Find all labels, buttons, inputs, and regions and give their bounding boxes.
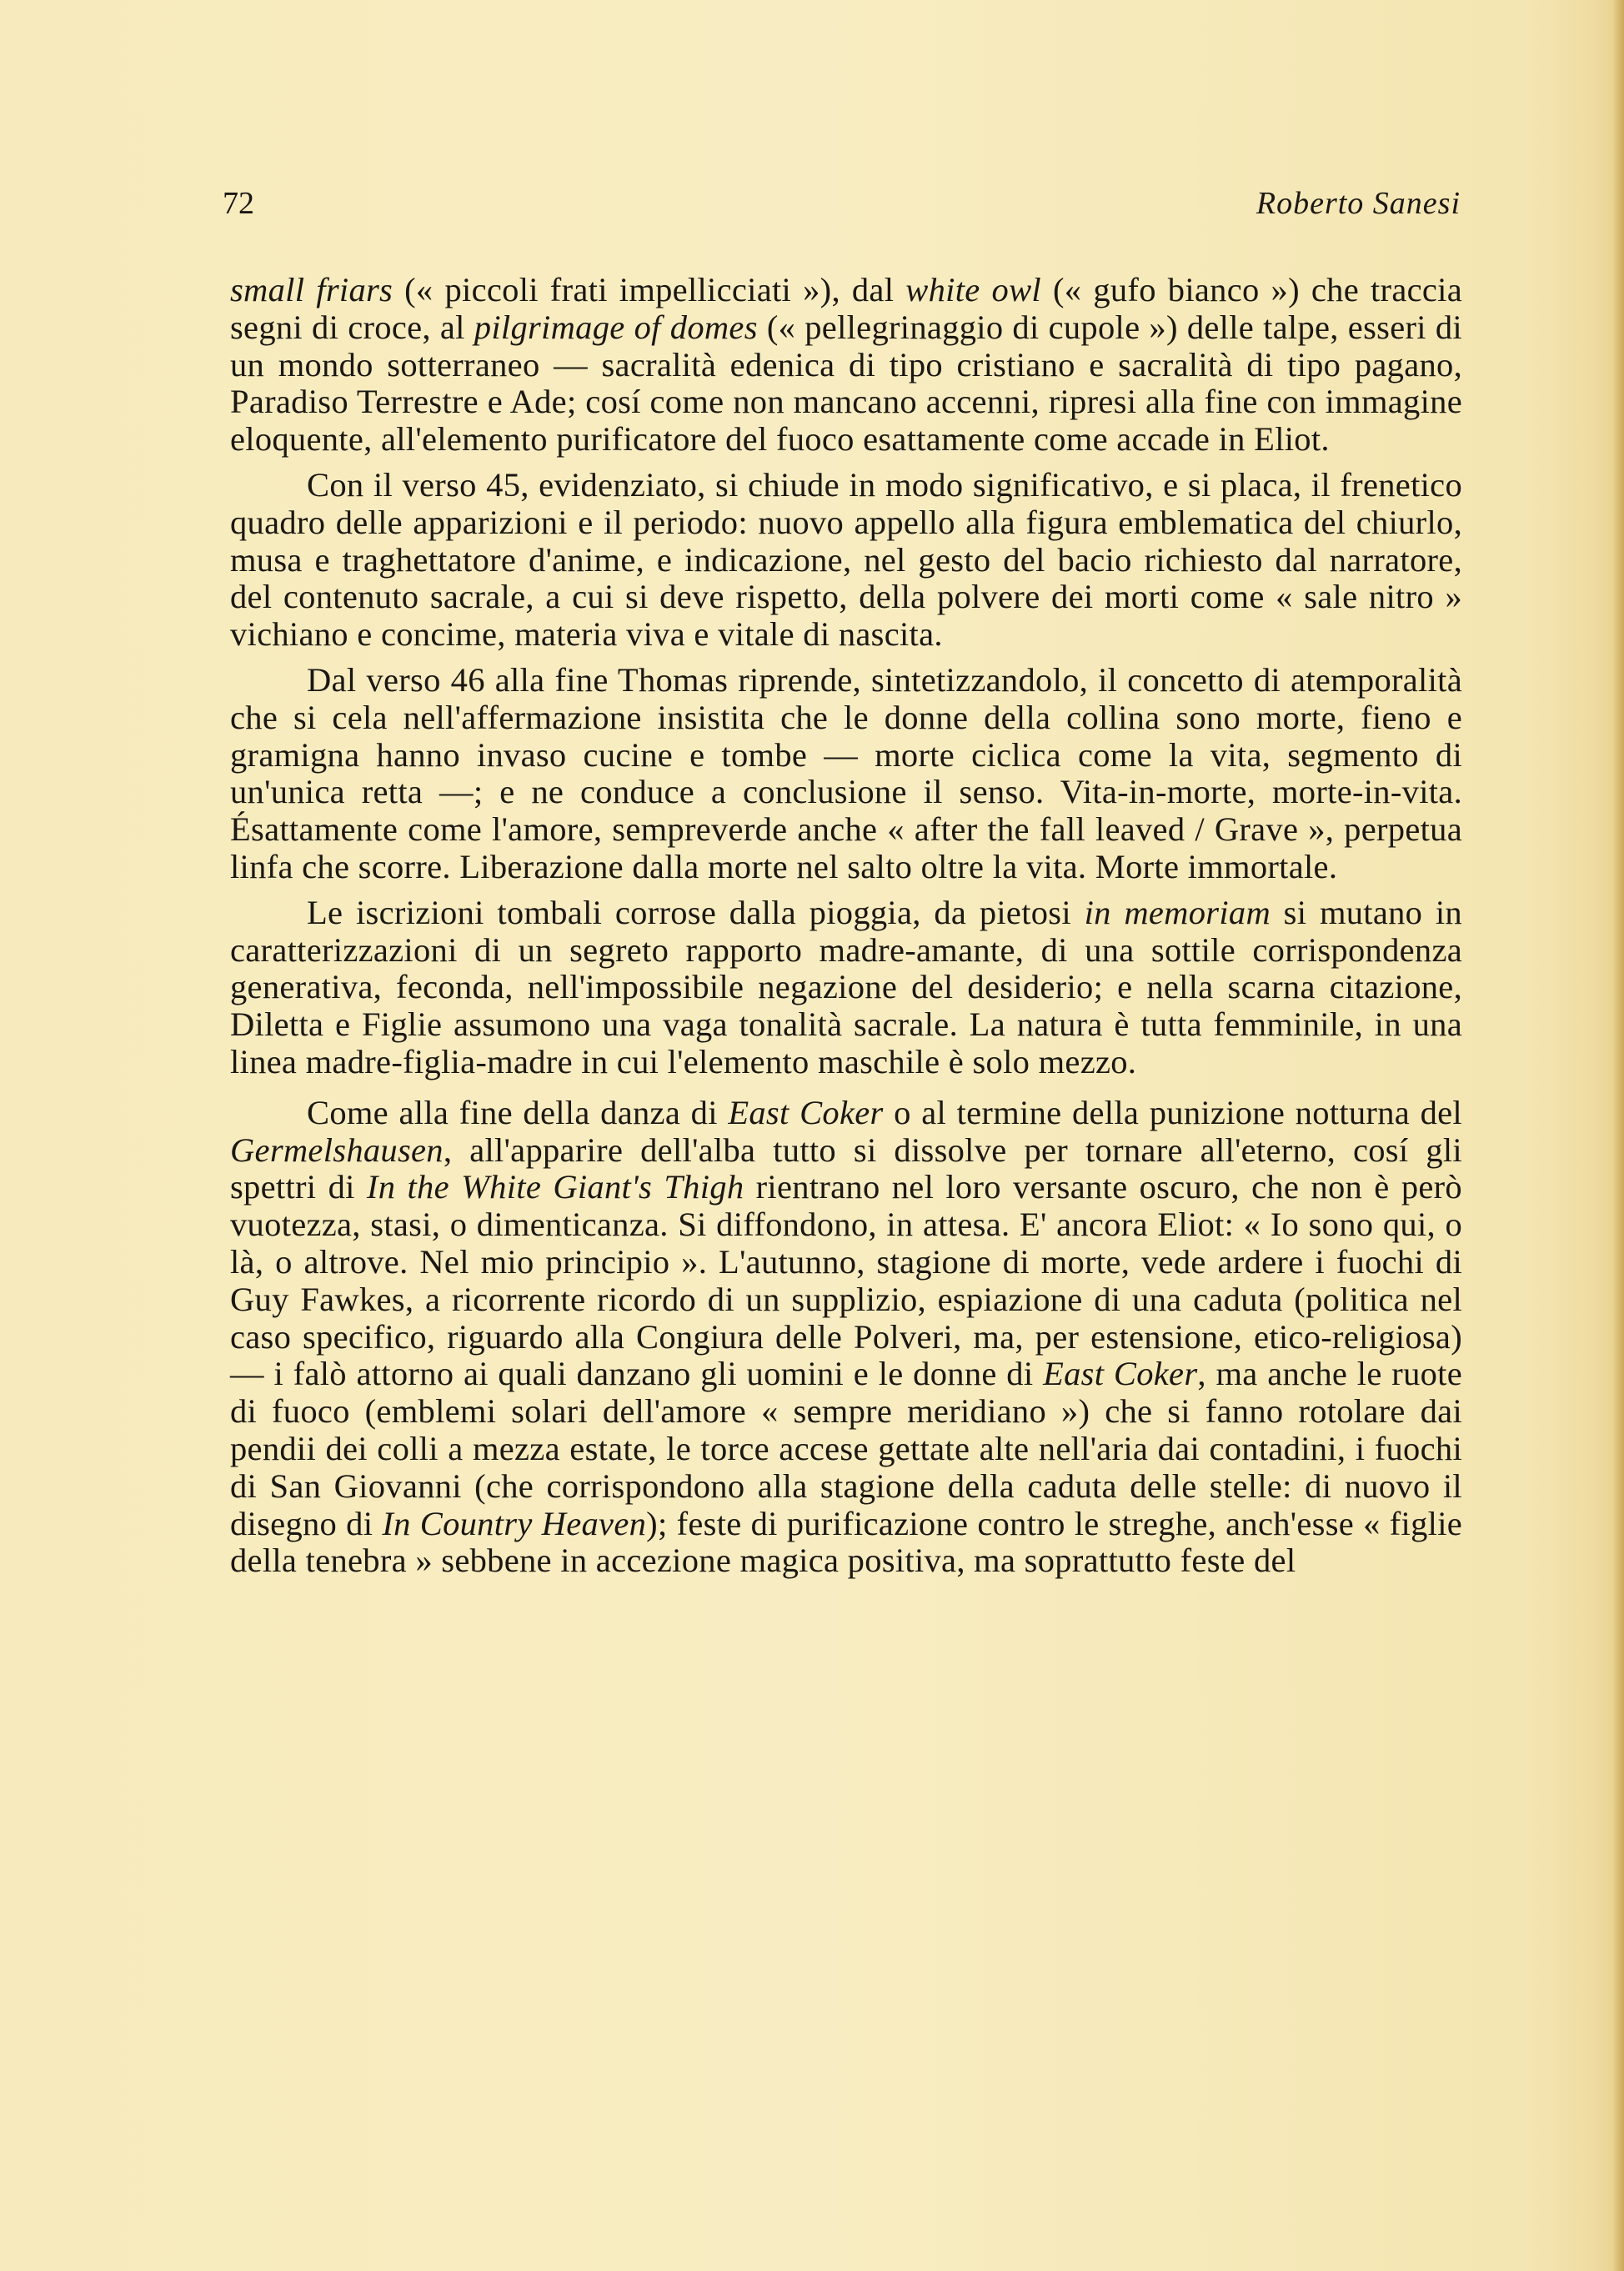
italic-text: In the White Giant's Thigh xyxy=(366,1168,744,1206)
italic-text: pilgrimage of domes xyxy=(474,308,758,346)
text-segment: (« piccoli frati impellicciati »), dal xyxy=(393,271,906,308)
body-text xyxy=(230,272,1462,1580)
text-segment: , all'apparire dell'alba tutto si dissolve per tornare all'eterno, cosí gli spettri di xyxy=(230,1130,1462,1206)
italic-text: Germelshausen xyxy=(230,1130,444,1169)
italic-text: East Coker xyxy=(1043,1355,1198,1393)
text-segment: Dal verso 46 alla fine Thomas riprende, sintetizzandolo, il concetto di atemporalità che si cela nell'affermazione insistita che le donne della collina sono morte, fieno e gramigna hanno invaso cucine e tombe — morte ciclica come la vita, segmento di un'unica retta —; e ne conduce a conclusione il senso. Vita-in-morte, morte-in-vita. Ésattamente come l'amore, sempreverde anche « after the fall leaved / Grave », perpetua linfa che scorre. Liberazione dalla morte nel salto oltre la vita. Morte immortale. xyxy=(230,660,1462,885)
text-segment: Con il verso 45, evidenziato, si chiude in modo significativo, e si placa, il frenetico quadro delle apparizioni e il periodo: nuovo appello alla figura emblematica del chiurlo, musa e traghettatore d'anime, e indicazione, nel gesto del bacio richiesto dal narratore, del contenuto sacrale, a cui si deve rispetto, della polvere dei morti come « sale nitro » vichiano e concime, materia viva e vitale di nascita. xyxy=(230,465,1462,654)
paragraph xyxy=(230,1095,1462,1580)
page-number: 72 xyxy=(223,186,254,221)
italic-text: In Country Heaven xyxy=(382,1504,647,1542)
italic-text: small friars xyxy=(230,271,393,308)
paragraph xyxy=(230,272,1462,459)
paragraph xyxy=(230,467,1462,654)
text-segment: Come alla fine della danza di xyxy=(307,1093,729,1131)
text-segment: ); feste di purificazione contro le streghe, anch'esse « figlie della tenebra » sebbene in accezione magica positiva, ma soprattutto feste del xyxy=(230,1504,1463,1580)
paragraph xyxy=(230,895,1462,1081)
text-segment: (« pellegrinaggio di cupole ») delle talpe, esseri di un mondo sotterraneo — sacralità edenica di tipo cristiano e sacralità di tipo pagano, Paradiso Terrestre e Ade; cosí come non mancano accenni, ripresi alla fine con immagine eloquente, all'elemento purificatore del fuoco esattamente come accade in Eliot. xyxy=(230,308,1462,459)
text-segment: (« gufo bianco ») che traccia segni di croce, al xyxy=(230,271,1462,346)
italic-text: white owl xyxy=(905,271,1041,308)
text-segment: si mutano in caratterizzazioni di un segreto rapporto madre-amante, di una sottile corrispondenza generativa, feconda, nell'impossibile negazione del desiderio; e nella scarna citazione, Diletta e Figlie assumono una vaga tonalità sacrale. La natura è tutta femminile, in una linea madre-figlia-madre in cui l'elemento maschile è solo mezzo. xyxy=(230,893,1462,1080)
italic-text: in memoriam xyxy=(1084,893,1271,931)
text-segment: Le iscrizioni tombali corrose dalla pioggia, da pietosi xyxy=(307,893,1085,931)
italic-text: East Coker xyxy=(728,1093,884,1131)
page-header xyxy=(223,185,1461,235)
running-head: Roberto Sanesi xyxy=(1256,186,1461,221)
page-edge-shadow xyxy=(1612,0,1624,2271)
text-segment: , ma anche le ruote di fuoco (emblemi solari dell'amore « sempre meridiano ») che si fanno rotolare dai pendii dei colli a mezza estate, le torce accese gettate alte nell'aria dai contadini, i fuochi di San Giovanni (che corrispondono alla stagione della caduta delle stelle: di nuovo il disegno di xyxy=(230,1355,1462,1542)
text-segment: o al termine della punizione notturna del xyxy=(883,1093,1462,1131)
paragraph xyxy=(230,662,1462,886)
text-segment: rientrano nel loro versante oscuro, che non è però vuotezza, stasi, o dimenticanza. Si diffondono, in attesa. E' ancora Eliot: « Io sono qui, o là, o altrove. Nel mio principio ». L'autunno, stagione di morte, vede ardere i fuochi di Guy Fawkes, a ricorrente ricordo di un supplizio, espiazione di una caduta (politica nel caso specifico, riguardo alla Congiura delle Polveri, ma, per estensione, etico-religiosa) — i falò attorno ai quali danzano gli uomini e le donne di xyxy=(230,1168,1462,1393)
